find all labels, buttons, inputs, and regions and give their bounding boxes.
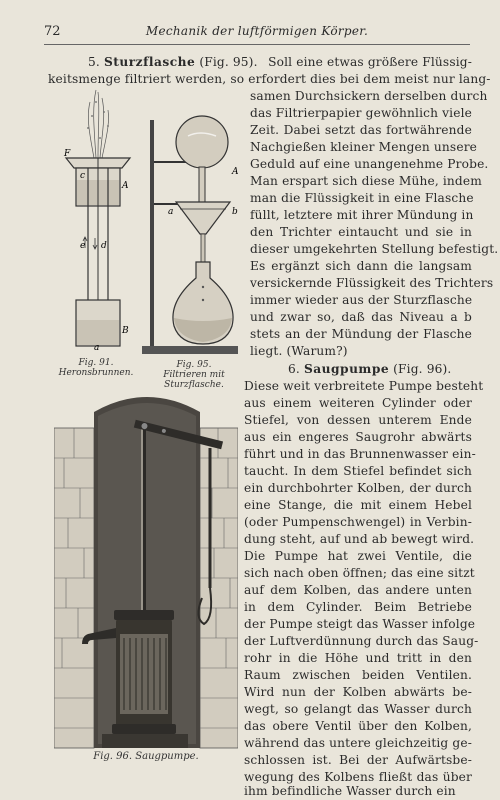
fig95-caption-number: Fig. 95. xyxy=(176,360,212,370)
page-number: 72 xyxy=(44,24,61,39)
section5-number: 5. xyxy=(88,55,100,69)
fig91-label-e: e xyxy=(80,241,86,251)
fig91-caption-title: Heronsbrunnen. xyxy=(58,368,134,378)
section6-line-21: während das untere gleichzeitig ge- xyxy=(244,736,472,750)
section6-fig-ref: (Fig. 96). xyxy=(393,362,452,376)
section5-line-7: Man erspart sich diese Mühe, indem xyxy=(250,174,482,188)
fig96-caption-title: Saugpumpe. xyxy=(135,751,199,762)
section6-line-7: eine Stange, die mit einem Hebel xyxy=(244,498,472,512)
section6-heading-line xyxy=(288,361,472,377)
fig91-caption xyxy=(46,358,146,378)
section5-line-17: liegt. (Warum?) xyxy=(250,344,348,358)
section5-line-6: Geduld auf eine unangenehme Probe. xyxy=(250,157,489,171)
fig95-label-a-upper: A xyxy=(232,167,239,177)
section6-line-23: wegung des Kolbens fließt das über xyxy=(244,770,472,784)
section6-line-8: (oder Pumpenschwengel) in Verbin- xyxy=(244,515,472,529)
fig91-label-b: B xyxy=(122,326,129,336)
section5-heading-line xyxy=(88,54,472,70)
section5-line-10: den Trichter eintaucht und sie in xyxy=(250,225,472,239)
section6-line-11: sich nach oben öffnen; das eine sitzt xyxy=(244,566,475,580)
section5-line-5: Nachgießen kleiner Mengen unsere xyxy=(250,140,478,154)
section6-line-14: der Pumpe steigt das Wasser infolge xyxy=(244,617,476,631)
fig91-label-d: d xyxy=(101,241,107,251)
section6-line-3: aus ein engeres Saugrohr abwärts xyxy=(244,430,472,444)
fig95-sturzflasche-illustration xyxy=(140,112,246,360)
section6-line-2: Stiefel, von dessen unterem Ende xyxy=(244,413,472,427)
section5-title: Sturzflasche xyxy=(103,55,196,69)
section6-line-18: Wird nun der Kolben abwärts be- xyxy=(244,685,472,699)
fig91-caption-number: Fig. 91. xyxy=(78,358,114,368)
section6-line-6: ein durchbohrter Kolben, der durch xyxy=(244,481,472,495)
section6-line-24: ihm befindliche Wasser durch ein xyxy=(244,784,456,798)
section5-line-12: Es ergänzt sich dann die langsam xyxy=(250,259,472,273)
fig95-label-a-lower: a xyxy=(168,207,174,217)
fig91-label-f: F xyxy=(64,149,71,159)
fig95-caption-line2: Sturzflasche. xyxy=(164,380,224,390)
page-header xyxy=(44,24,470,45)
section5-line-16: stets an der Mündung der Flasche xyxy=(250,327,472,341)
fig91-heronsbrunnen-illustration xyxy=(58,88,138,360)
fig96-saugpumpe-illustration xyxy=(54,388,238,758)
section6-line-15: der Luftverdünnung durch das Saug- xyxy=(244,634,479,648)
section6-line-16: rohr in die Höhe und tritt in den xyxy=(244,651,472,665)
fig91-label-a-lower: a xyxy=(94,343,100,353)
fig91-label-a-upper: A xyxy=(122,181,129,191)
section5-line-13: versickernde Flüssigkeit des Trichters xyxy=(250,276,494,290)
section6-line-4: führt und in das Brunnenwasser ein- xyxy=(244,447,476,461)
section5-line-1: keitsmenge filtriert werden, so erfordert dies bei dem meist nur lang- xyxy=(48,72,491,86)
fig96-caption-number: Fig. 96. xyxy=(93,751,133,762)
fig95-caption xyxy=(146,360,242,390)
section5-line-8: man die Flüssigkeit in eine Flasche xyxy=(250,191,474,205)
section6-line-5: taucht. In dem Stiefel befindet sich xyxy=(244,464,472,478)
section5-line-14: immer wieder aus der Sturzflasche xyxy=(250,293,473,307)
section5-line-3: das Filtrierpapier gewöhnlich viele xyxy=(250,106,472,120)
section6-line-13: in dem Cylinder. Beim Betriebe xyxy=(244,600,472,614)
section6-line-12: auf dem Kolben, das andere unten xyxy=(244,583,472,597)
section5-fig-ref: (Fig. 95). xyxy=(199,55,258,69)
section6-line-19: wegt, so gelangt das Wasser durch xyxy=(244,702,472,716)
section6-number: 6. xyxy=(288,362,300,376)
section6-line-22: schlossen ist. Bei der Aufwärtsbe- xyxy=(244,753,472,767)
section6-line-9: dung steht, auf und ab bewegt wird. xyxy=(244,532,475,546)
section5-line-2: samen Durchsickern derselben durch xyxy=(250,89,488,103)
section5-line-4: Zeit. Dabei setzt das fortwährende xyxy=(250,123,472,137)
section6-title: Saugpumpe xyxy=(303,362,390,376)
section6-line-10: Die Pumpe hat zwei Ventile, die xyxy=(244,549,472,563)
running-title: Mechanik der luftförmigen Körper. xyxy=(145,24,369,38)
section6-line-20: das obere Ventil über den Kolben, xyxy=(244,719,472,733)
section5-line-0: Soll eine etwas größere Flüssig- xyxy=(268,55,472,69)
section5-line-9: füllt, letztere mit ihrer Mündung in xyxy=(250,208,474,222)
section6-line-17: Raum zwischen beiden Ventilen. xyxy=(244,668,472,682)
fig91-label-c: c xyxy=(80,171,86,181)
section6-line-1: aus einem weiteren Cylinder oder xyxy=(244,396,472,410)
section5-line-11: dieser umgekehrten Stellung befestigt. xyxy=(250,242,499,256)
section6-line-0: Diese weit verbreitete Pumpe besteht xyxy=(244,379,484,393)
fig95-caption-line1: Filtrieren mit xyxy=(163,370,225,380)
fig95-label-b: b xyxy=(232,207,238,217)
fig96-caption xyxy=(54,752,238,762)
section5-line-15: und zwar so, daß das Niveau a b xyxy=(250,310,472,324)
